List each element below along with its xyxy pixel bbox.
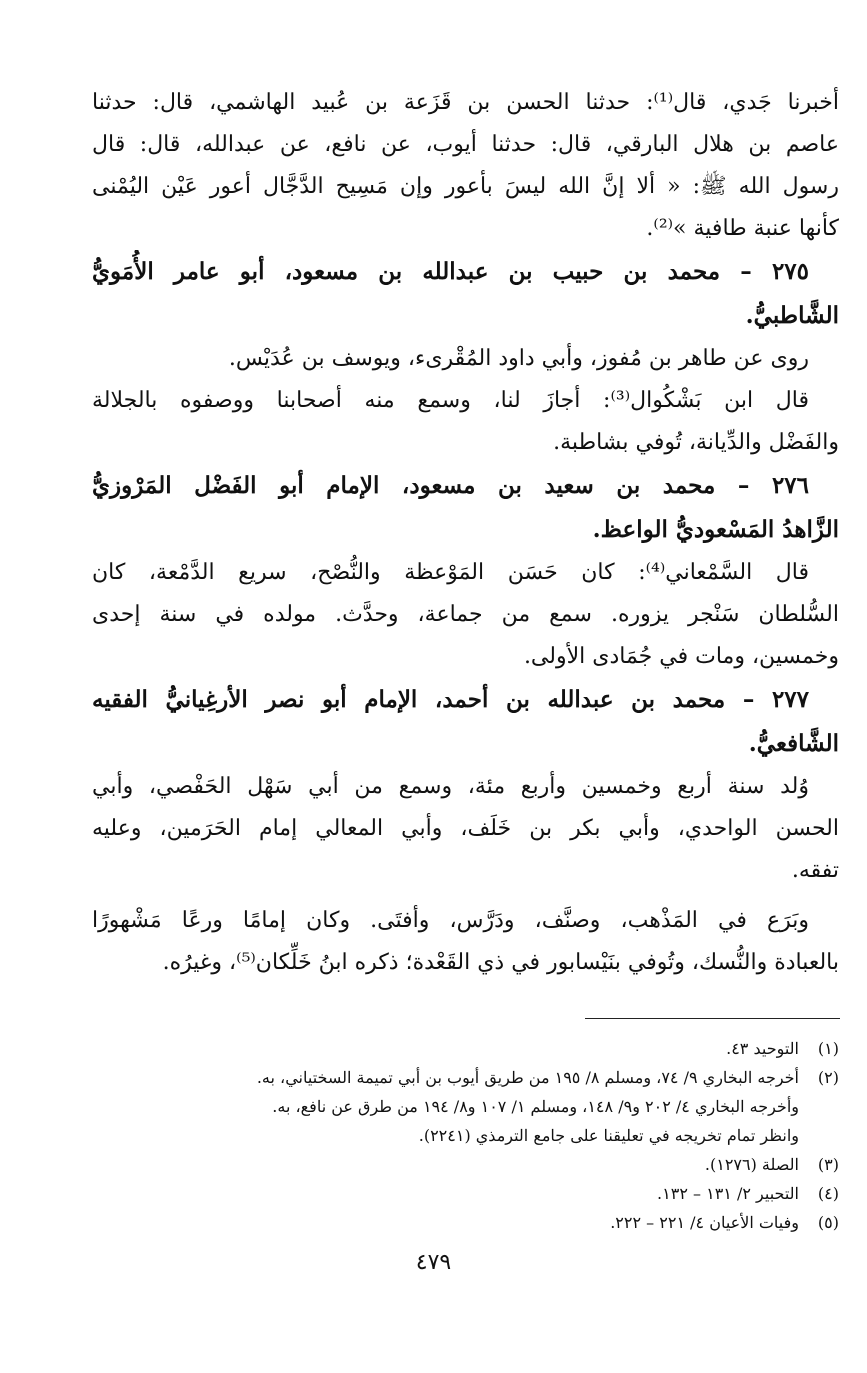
- footnote-separator: [585, 1018, 840, 1019]
- footnote-2-continuation: وانظر تمام تخريجه في تعليقنا على جامع الترمذي (٢٢٤١).: [418, 1126, 799, 1145]
- entry-heading: الزَّاهدُ المَسْعوديُّ الواعظ.: [592, 516, 839, 543]
- entry-276: [92, 464, 839, 678]
- footnotes: [92, 1034, 839, 1237]
- entry-heading: الشَّافعيُّ.: [748, 730, 839, 757]
- page-number: ٤٧٩: [415, 1250, 452, 1275]
- footnote-number: (٤): [817, 1184, 839, 1203]
- text-line: وبَرَع في المَذْهب، وصنَّف، ودَرَّس، وأفتَى. وكان إمامًا ورعًا مَشْهورًا: [92, 908, 809, 933]
- text-line: كأنها عنبة طافية »⁽²⁾.: [646, 216, 839, 241]
- footnote-text: وفيات الأعيان ٤/ ٢٢١ – ٢٢٢.: [610, 1213, 799, 1232]
- entry-heading: ٢٧٦ – محمد بن سعيد بن مسعود، الإمام أبو الفَضْل المَرْوزيُّ: [92, 472, 809, 499]
- footnote-text: الصلة (١٢٧٦).: [704, 1155, 799, 1174]
- text-line: عاصم بن هلال البارقي، قال: حدثنا أيوب، عن نافع، عن عبدالله، قال: قال: [92, 132, 839, 157]
- footnote-2: [92, 1063, 839, 1092]
- footnote-text: التوحيد ٤٣.: [726, 1039, 799, 1058]
- footnote-text: التحبير ٢/ ١٣١ – ١٣٢.: [657, 1184, 799, 1203]
- text-line: بالعبادة والنُّسك، وتُوفي بنَيْسابور في ذي القَعْدة؛ ذكره ابنُ خَلِّكان⁽⁵⁾، وغيرُه.: [162, 950, 839, 975]
- text-line: قال ابن بَشْكُوال⁽³⁾: أجازَ لنا، وسمع منه أصحابنا ووصفوه بالجلالة: [92, 388, 809, 413]
- text-line: أخبرنا جَدي، قال⁽¹⁾: حدثنا الحسن بن قَزَعة بن عُبيد الهاشمي، قال: حدثنا: [92, 90, 839, 115]
- text-line: وخمسين، ومات في جُمَادى الأولى.: [523, 644, 839, 669]
- entry-277: [92, 678, 839, 984]
- text-line: قال السَّمْعاني⁽⁴⁾: كان حَسَن المَوْعظة والنُّصْح، سريع الدَّمْعة، كان: [92, 560, 809, 585]
- text-line: السُّلطان سَنْجر يزوره. سمع من جماعة، وحدَّث. مولده في سنة إحدى: [92, 602, 839, 627]
- main-text: [92, 82, 839, 984]
- hadith-paragraph: [92, 82, 839, 250]
- footnote-4: [92, 1179, 839, 1208]
- entry-heading: ٢٧٧ – محمد بن عبدالله بن أحمد، الإمام أبو نصر الأرغِيانيُّ الفقيه: [92, 686, 809, 713]
- text-line: والفَضْل والدِّيانة، تُوفي بشاطبة.: [553, 430, 839, 455]
- footnote-1: [92, 1034, 839, 1063]
- text-line: رسول الله ﷺ: « ألا إنَّ الله ليسَ بأعور وإن مَسِيح الدَّجَّال أعور عَيْن اليُمْنى: [92, 174, 839, 199]
- entry-275: [92, 250, 839, 464]
- entry-heading: ٢٧٥ – محمد بن حبيب بن عبدالله بن مسعود، أبو عامر الأُمَويُّ: [92, 258, 809, 285]
- text-line: روى عن طاهر بن مُفوز، وأبي داود المُقْرىء، ويوسف بن عُدَيْس.: [228, 346, 809, 371]
- footnote-number: (٣): [817, 1155, 839, 1174]
- entry-heading: الشَّاطبيُّ.: [745, 302, 839, 329]
- text-line: وُلد سنة أربع وخمسين وأربع مئة، وسمع من أبي سَهْل الحَفْصي، وأبي: [92, 774, 809, 799]
- footnote-text: أخرجه البخاري ٩/ ٧٤، ومسلم ٨/ ١٩٥ من طريق أيوب بن أبي تميمة السختياني، به.: [256, 1068, 799, 1087]
- footnote-3: [92, 1150, 839, 1179]
- footnote-5: [92, 1208, 839, 1237]
- footnote-number: (٥): [817, 1213, 839, 1232]
- footnote-2-continuation: وأخرجه البخاري ٤/ ٢٠٢ و٩/ ١٤٨، ومسلم ١/ ١٠٧ و٨/ ١٩٤ من طرق عن نافع، به.: [272, 1097, 799, 1116]
- text-line: تفقه.: [791, 858, 839, 883]
- text-line: الحسن الواحدي، وأبي بكر بن خَلَف، وأبي المعالي إمام الحَرَمين، وعليه: [92, 816, 839, 841]
- footnote-number: (٢): [817, 1068, 839, 1087]
- footnote-number: (١): [817, 1039, 839, 1058]
